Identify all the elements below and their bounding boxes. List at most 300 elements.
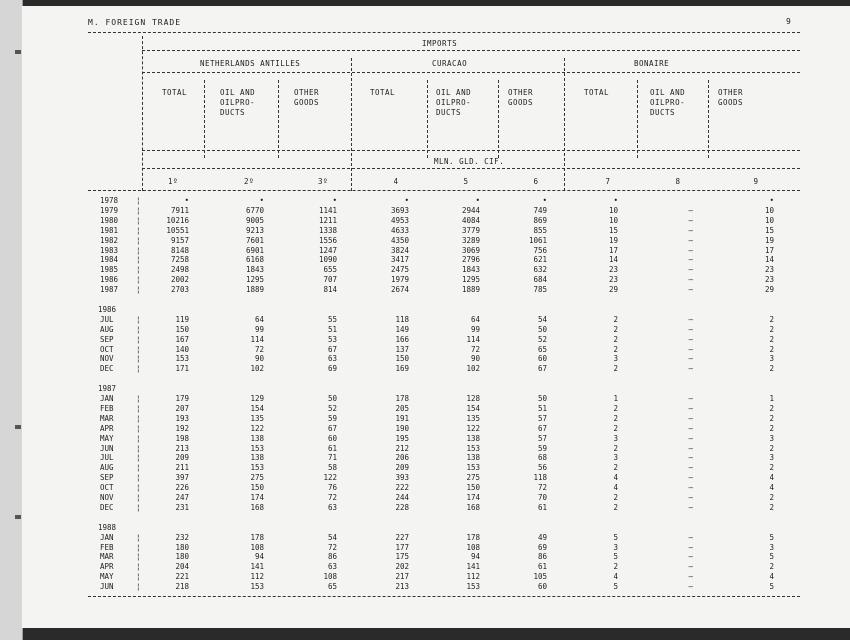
table-cell: 190	[395, 423, 409, 433]
column-number: 2º	[243, 177, 255, 186]
row-label: AUG	[100, 324, 114, 334]
row-divider: ¦	[136, 562, 141, 572]
column-divider	[708, 80, 709, 158]
row-divider: ¦	[136, 502, 141, 512]
table-cell: 56	[537, 463, 547, 473]
binder-edge	[0, 0, 23, 640]
row-label: 1983	[100, 245, 119, 255]
table-cell: 57	[537, 433, 547, 443]
section-year-label: 1986	[98, 304, 117, 314]
table-cell: 118	[533, 473, 547, 483]
row-divider: ¦	[136, 215, 141, 225]
table-cell: 4633	[390, 225, 409, 235]
rule-unit-bottom	[142, 168, 800, 169]
row-label: JAN	[100, 394, 114, 403]
table-cell: 86	[537, 552, 547, 562]
table-cell: 141	[466, 562, 480, 572]
row-label: OCT	[100, 344, 114, 354]
table-cell: 99	[470, 324, 480, 334]
column-header: OTHER GOODS	[294, 88, 320, 107]
table-cell: 227	[395, 532, 409, 542]
table-cell: 19	[764, 235, 774, 245]
column-header: TOTAL	[584, 88, 610, 97]
row-label: NOV	[100, 354, 114, 364]
table-cell: –	[688, 215, 693, 225]
row-divider: ¦	[136, 542, 141, 552]
table-cell: 153	[250, 582, 264, 592]
table-cell: 138	[466, 433, 480, 443]
table-cell: 2	[769, 562, 774, 572]
row-label: 1980	[100, 215, 119, 225]
table-cell: 112	[466, 572, 480, 582]
row-label: NOV	[100, 493, 114, 502]
section-year-label: 1987	[98, 384, 117, 394]
table-cell: 72	[327, 493, 337, 502]
row-divider: ¦	[136, 344, 141, 354]
table-cell: 3	[769, 542, 774, 552]
table-cell: 10551	[166, 225, 189, 235]
table-cell: 213	[175, 443, 189, 453]
row-label: APR	[100, 423, 114, 433]
table-cell: 67	[537, 364, 547, 374]
table-cell: 1211	[318, 215, 337, 225]
row-divider: ¦	[136, 394, 141, 403]
table-cell: 50	[537, 394, 547, 403]
table-cell: 1889	[461, 285, 480, 295]
table-cell: 105	[533, 572, 547, 582]
table-cell: 397	[175, 473, 189, 483]
table-cell: 61	[327, 443, 337, 453]
table-cell: 61	[537, 502, 547, 512]
table-cell: 2	[613, 334, 618, 344]
table-cell: 2475	[390, 265, 409, 275]
row-divider: ¦	[136, 423, 141, 433]
table-cell: 2	[613, 463, 618, 473]
table-cell: –	[688, 394, 693, 403]
table-cell: 5	[613, 582, 618, 592]
table-cell: 684	[533, 275, 547, 285]
table-cell: 108	[466, 542, 480, 552]
table-cell: 205	[395, 403, 409, 413]
table-cell: 67	[327, 344, 337, 354]
table-cell: 99	[254, 324, 264, 334]
table-cell: 5	[769, 532, 774, 542]
table-cell: 206	[395, 453, 409, 463]
table-cell: 15	[608, 225, 618, 235]
table-cell: 2	[613, 562, 618, 572]
table-cell: 17	[608, 245, 618, 255]
table-cell: 122	[466, 423, 480, 433]
table-cell: 2	[769, 413, 774, 423]
table-cell: •	[613, 196, 618, 205]
table-cell: 29	[608, 285, 618, 295]
table-cell: •	[259, 196, 264, 205]
table-cell: 141	[250, 562, 264, 572]
table-cell: 1338	[318, 225, 337, 235]
table-cell: 1295	[245, 275, 264, 285]
table-cell: 118	[395, 314, 409, 324]
table-cell: •	[475, 196, 480, 205]
table-cell: –	[688, 255, 693, 265]
table-cell: 3824	[390, 245, 409, 255]
table-cell: 114	[250, 334, 264, 344]
table-cell: 231	[175, 502, 189, 512]
table-cell: 94	[254, 552, 264, 562]
table-cell: 90	[470, 354, 480, 364]
table-cell: 138	[250, 433, 264, 443]
column-divider	[427, 80, 428, 158]
row-label: 1981	[100, 225, 119, 235]
column-header: TOTAL	[370, 88, 396, 97]
table-cell: 86	[327, 552, 337, 562]
table-cell: –	[688, 413, 693, 423]
table-cell: 1889	[245, 285, 264, 295]
table-cell: 3	[613, 433, 618, 443]
row-label: JUL	[100, 314, 114, 324]
table-cell: 51	[327, 324, 337, 334]
table-cell: 57	[537, 413, 547, 423]
table-cell: 108	[250, 542, 264, 552]
row-label: DEC	[100, 502, 114, 512]
table-cell: 5	[613, 532, 618, 542]
table-cell: 2	[613, 413, 618, 423]
table-cell: 6901	[245, 245, 264, 255]
table-cell: 167	[175, 334, 189, 344]
table-cell: 6770	[245, 205, 264, 215]
table-cell: –	[688, 235, 693, 245]
table-cell: 135	[250, 413, 264, 423]
table-cell: 3	[769, 453, 774, 463]
row-label: 1987	[100, 285, 119, 295]
rule-top	[88, 32, 800, 33]
column-header: OIL AND OILPRO- DUCTS	[436, 88, 472, 117]
table-cell: 209	[175, 453, 189, 463]
table-cell: 60	[537, 354, 547, 364]
table-cell: 2	[613, 344, 618, 354]
column-number: 6	[533, 177, 539, 186]
row-divider: ¦	[136, 275, 141, 285]
table-cell: 2	[769, 324, 774, 334]
table-cell: 7911	[170, 205, 189, 215]
table-cell: –	[688, 275, 693, 285]
table-cell: –	[688, 483, 693, 493]
table-cell: 2	[769, 423, 774, 433]
row-label: SEP	[100, 473, 114, 483]
table-cell: 2	[769, 463, 774, 473]
row-label: 1982	[100, 235, 119, 245]
row-label: 1979	[100, 205, 119, 215]
table-cell: 150	[466, 483, 480, 493]
table-cell: 1	[613, 394, 618, 403]
table-cell: 4	[769, 572, 774, 582]
table-cell: 154	[250, 403, 264, 413]
column-divider	[498, 80, 499, 158]
row-divider: ¦	[136, 196, 141, 205]
table-cell: 217	[395, 572, 409, 582]
table-cell: 138	[250, 453, 264, 463]
table-cell: –	[688, 334, 693, 344]
table-cell: 50	[327, 394, 337, 403]
row-label: JAN	[100, 532, 114, 542]
table-cell: 4	[769, 473, 774, 483]
row-divider: ¦	[136, 245, 141, 255]
table-cell: 2	[613, 502, 618, 512]
row-label: MAY	[100, 572, 114, 582]
binder-hole	[15, 425, 21, 429]
table-cell: 153	[466, 443, 480, 453]
table-cell: 140	[175, 344, 189, 354]
table-cell: 150	[175, 324, 189, 334]
table-cell: –	[688, 443, 693, 453]
table-cell: 212	[395, 443, 409, 453]
rule-header-bottom	[88, 190, 800, 191]
table-cell: 2703	[170, 285, 189, 295]
table-cell: 174	[466, 493, 480, 502]
table-cell: –	[688, 344, 693, 354]
table-cell: 749	[533, 205, 547, 215]
table-cell: 10	[608, 205, 618, 215]
row-label: 1978	[100, 196, 119, 205]
row-divider: ¦	[136, 354, 141, 364]
table-cell: –	[688, 265, 693, 275]
table-cell: 154	[466, 403, 480, 413]
binder-hole	[15, 515, 21, 519]
table-cell: –	[688, 552, 693, 562]
row-divider: ¦	[136, 483, 141, 493]
table-cell: 228	[395, 502, 409, 512]
group-bonaire: BONAIRE	[634, 59, 670, 68]
table-cell: 59	[537, 443, 547, 453]
table-cell: –	[688, 245, 693, 255]
table-cell: 4	[769, 483, 774, 493]
table-cell: 55	[327, 314, 337, 324]
table-cell: 3069	[461, 245, 480, 255]
table-cell: 1843	[245, 265, 264, 275]
table-cell: 3289	[461, 235, 480, 245]
table-cell: 72	[254, 344, 264, 354]
table-cell: 166	[395, 334, 409, 344]
table-cell: –	[688, 532, 693, 542]
table-cell: 2	[613, 324, 618, 334]
table-cell: 10	[764, 205, 774, 215]
table-cell: 67	[537, 423, 547, 433]
table-cell: 707	[323, 275, 337, 285]
row-label: 1986	[100, 275, 119, 285]
table-cell: 204	[175, 562, 189, 572]
rule-unit-top	[142, 150, 800, 151]
table-cell: 3	[613, 542, 618, 552]
row-label: DEC	[100, 364, 114, 374]
table-cell: 70	[537, 493, 547, 502]
table-cell: 198	[175, 433, 189, 443]
table-cell: 2944	[461, 205, 480, 215]
table-cell: 195	[395, 433, 409, 443]
row-divider: ¦	[136, 235, 141, 245]
column-number: 9	[753, 177, 759, 186]
table-cell: 7601	[245, 235, 264, 245]
table-cell: 1141	[318, 205, 337, 215]
table-cell: –	[688, 205, 693, 215]
table-cell: 275	[466, 473, 480, 483]
table-cell: 108	[323, 572, 337, 582]
table-cell: •	[542, 196, 547, 205]
rule-groups	[142, 72, 800, 73]
table-cell: 112	[250, 572, 264, 582]
table-cell: 2	[769, 502, 774, 512]
section-year-label: 1988	[98, 522, 117, 532]
imports-heading: IMPORTS	[422, 39, 458, 48]
table-cell: 23	[608, 265, 618, 275]
table-cell: 218	[175, 582, 189, 592]
table-cell: –	[688, 364, 693, 374]
table-cell: 8148	[170, 245, 189, 255]
column-number: 4	[393, 177, 399, 186]
row-divider: ¦	[136, 324, 141, 334]
table-cell: –	[688, 562, 693, 572]
table-cell: –	[688, 314, 693, 324]
table-cell: 207	[175, 403, 189, 413]
table-cell: –	[688, 572, 693, 582]
table-cell: 211	[175, 463, 189, 473]
table-cell: 178	[250, 532, 264, 542]
row-label: SEP	[100, 334, 114, 344]
table-cell: 10	[608, 215, 618, 225]
row-divider: ¦	[136, 572, 141, 582]
table-cell: 7258	[170, 255, 189, 265]
table-cell: –	[688, 582, 693, 592]
table-cell: 3779	[461, 225, 480, 235]
table-cell: 53	[327, 334, 337, 344]
table-cell: 61	[537, 562, 547, 572]
row-label: MAY	[100, 433, 114, 443]
table-cell: 52	[537, 334, 547, 344]
table-cell: 68	[537, 453, 547, 463]
table-cell: 5	[769, 552, 774, 562]
table-cell: –	[688, 433, 693, 443]
table-cell: 226	[175, 483, 189, 493]
table-cell: 192	[175, 423, 189, 433]
table-cell: 2	[613, 443, 618, 453]
table-cell: 23	[608, 275, 618, 285]
table-cell: 2	[769, 334, 774, 344]
table-cell: 655	[323, 265, 337, 275]
row-divider: ¦	[136, 314, 141, 324]
row-divider: ¦	[136, 582, 141, 592]
table-cell: 94	[470, 552, 480, 562]
table-cell: –	[688, 493, 693, 502]
table-cell: 3	[613, 354, 618, 364]
table-cell: 1061	[528, 235, 547, 245]
row-divider: ¦	[136, 493, 141, 502]
column-divider	[278, 80, 279, 158]
column-header: OTHER GOODS	[718, 88, 744, 107]
row-divider: ¦	[136, 285, 141, 295]
table-cell: –	[688, 324, 693, 334]
table-cell: 4	[613, 473, 618, 483]
table-cell: 2	[769, 314, 774, 324]
table-cell: 2	[613, 314, 618, 324]
table-cell: •	[184, 196, 189, 205]
table-cell: 178	[395, 394, 409, 403]
table-cell: 153	[175, 354, 189, 364]
table-cell: 5	[769, 582, 774, 592]
column-header: TOTAL	[162, 88, 188, 97]
table-cell: 2	[613, 403, 618, 413]
table-cell: –	[688, 285, 693, 295]
table-cell: 2002	[170, 275, 189, 285]
table-cell: 869	[533, 215, 547, 225]
row-divider: ¦	[136, 433, 141, 443]
table-cell: 4084	[461, 215, 480, 225]
table-cell: 102	[466, 364, 480, 374]
table-cell: 72	[470, 344, 480, 354]
table-cell: 60	[327, 433, 337, 443]
column-header: OIL AND OILPRO- DUCTS	[220, 88, 256, 117]
row-divider: ¦	[136, 473, 141, 483]
table-cell: 60	[537, 582, 547, 592]
page-title: M. FOREIGN TRADE	[88, 18, 182, 27]
table-cell: 59	[327, 413, 337, 423]
table-cell: 180	[175, 542, 189, 552]
table-cell: –	[688, 502, 693, 512]
table-cell: 393	[395, 473, 409, 483]
table-cell: 3	[769, 354, 774, 364]
table-cell: 2	[769, 443, 774, 453]
document-page	[22, 6, 850, 628]
table-cell: 65	[537, 344, 547, 354]
row-divider: ¦	[136, 364, 141, 374]
table-cell: 114	[466, 334, 480, 344]
table-cell: 67	[327, 423, 337, 433]
row-divider: ¦	[136, 443, 141, 453]
table-cell: 621	[533, 255, 547, 265]
rule-imports	[142, 50, 800, 51]
row-label: OCT	[100, 483, 114, 493]
table-cell: –	[688, 463, 693, 473]
row-divider: ¦	[136, 205, 141, 215]
table-cell: 63	[327, 562, 337, 572]
table-cell: •	[332, 196, 337, 205]
table-cell: 14	[764, 255, 774, 265]
table-cell: 122	[250, 423, 264, 433]
table-cell: 153	[466, 582, 480, 592]
table-cell: 1090	[318, 255, 337, 265]
row-divider: ¦	[136, 403, 141, 413]
row-divider: ¦	[136, 552, 141, 562]
table-cell: 150	[250, 483, 264, 493]
table-cell: 72	[537, 483, 547, 493]
table-cell: 50	[537, 324, 547, 334]
table-cell: 632	[533, 265, 547, 275]
row-label: FEB	[100, 403, 114, 413]
table-cell: 49	[537, 532, 547, 542]
table-cell: 1	[769, 394, 774, 403]
row-label: JUL	[100, 453, 114, 463]
table-cell: 71	[327, 453, 337, 463]
row-label: JUN	[100, 582, 114, 592]
table-cell: 2	[613, 493, 618, 502]
table-cell: 9005	[245, 215, 264, 225]
table-cell: 5	[613, 552, 618, 562]
table-cell: 3693	[390, 205, 409, 215]
table-cell: 2	[613, 423, 618, 433]
table-cell: 4953	[390, 215, 409, 225]
row-label: 1984	[100, 255, 119, 265]
row-label: AUG	[100, 463, 114, 473]
table-cell: 150	[395, 354, 409, 364]
table-cell: 54	[327, 532, 337, 542]
table-cell: 3	[613, 453, 618, 463]
